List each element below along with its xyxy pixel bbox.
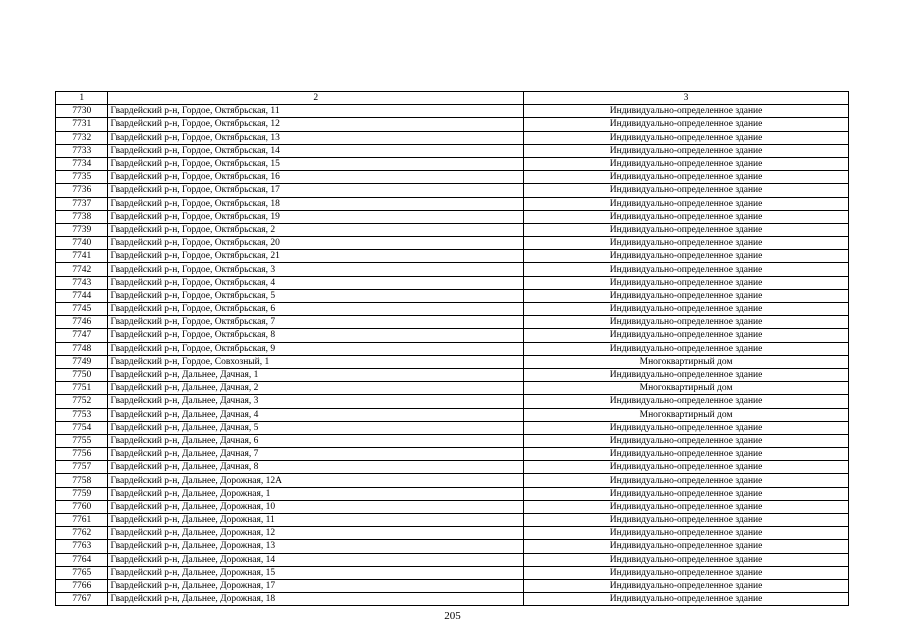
table-row <box>56 342 849 355</box>
object-type-cell: Индивидуально-определенное здание <box>524 342 849 355</box>
table-row <box>56 289 849 302</box>
address-cell: Гвардейский р-н, Гордое, Октябрьская, 15 <box>108 157 524 170</box>
row-number: 7758 <box>56 474 108 487</box>
row-number: 7763 <box>56 540 108 553</box>
object-type-cell: Индивидуально-определенное здание <box>524 171 849 184</box>
table-row <box>56 553 849 566</box>
address-cell: Гвардейский р-н, Гордое, Октябрьская, 19 <box>108 210 524 223</box>
row-number: 7736 <box>56 184 108 197</box>
table-row <box>56 171 849 184</box>
table-row <box>56 382 849 395</box>
header-col-1: 1 <box>56 92 108 105</box>
address-cell: Гвардейский р-н, Дальнее, Дачная, 7 <box>108 448 524 461</box>
object-type-cell: Индивидуально-определенное здание <box>524 197 849 210</box>
row-number: 7737 <box>56 197 108 210</box>
object-type-cell: Индивидуально-определенное здание <box>524 540 849 553</box>
object-type-cell: Индивидуально-определенное здание <box>524 105 849 118</box>
address-cell: Гвардейский р-н, Гордое, Октябрьская, 4 <box>108 276 524 289</box>
table-row <box>56 395 849 408</box>
address-cell: Гвардейский р-н, Гордое, Октябрьская, 12 <box>108 118 524 131</box>
row-number: 7751 <box>56 382 108 395</box>
address-cell: Гвардейский р-н, Дальнее, Дорожная, 11 <box>108 514 524 527</box>
object-type-cell: Многоквартирный дом <box>524 382 849 395</box>
address-cell: Гвардейский р-н, Гордое, Октябрьская, 14 <box>108 144 524 157</box>
object-type-cell: Индивидуально-определенное здание <box>524 210 849 223</box>
object-type-cell: Индивидуально-определенное здание <box>524 144 849 157</box>
table-row <box>56 237 849 250</box>
address-cell: Гвардейский р-н, Гордое, Октябрьская, 2 <box>108 223 524 236</box>
row-number: 7753 <box>56 408 108 421</box>
row-number: 7746 <box>56 316 108 329</box>
table-header-row <box>56 92 849 105</box>
row-number: 7735 <box>56 171 108 184</box>
table-row <box>56 263 849 276</box>
row-number: 7757 <box>56 461 108 474</box>
address-cell: Гвардейский р-н, Гордое, Октябрьская, 21 <box>108 250 524 263</box>
table-row <box>56 316 849 329</box>
object-type-cell: Индивидуально-определенное здание <box>524 395 849 408</box>
row-number: 7738 <box>56 210 108 223</box>
object-type-cell: Индивидуально-определенное здание <box>524 434 849 447</box>
object-type-cell: Индивидуально-определенное здание <box>524 461 849 474</box>
object-type-cell: Индивидуально-определенное здание <box>524 263 849 276</box>
address-cell: Гвардейский р-н, Гордое, Октябрьская, 9 <box>108 342 524 355</box>
address-cell: Гвардейский р-н, Гордое, Октябрьская, 3 <box>108 263 524 276</box>
row-number: 7754 <box>56 421 108 434</box>
address-cell: Гвардейский р-н, Гордое, Октябрьская, 6 <box>108 303 524 316</box>
address-cell: Гвардейский р-н, Гордое, Октябрьская, 18 <box>108 197 524 210</box>
address-cell: Гвардейский р-н, Гордое, Октябрьская, 8 <box>108 329 524 342</box>
row-number: 7734 <box>56 157 108 170</box>
object-type-cell: Многоквартирный дом <box>524 355 849 368</box>
table-row <box>56 105 849 118</box>
address-cell: Гвардейский р-н, Дальнее, Дачная, 2 <box>108 382 524 395</box>
row-number: 7759 <box>56 487 108 500</box>
table-row <box>56 303 849 316</box>
row-number: 7744 <box>56 289 108 302</box>
row-number: 7739 <box>56 223 108 236</box>
table-row <box>56 210 849 223</box>
object-type-cell: Индивидуально-определенное здание <box>524 421 849 434</box>
row-number: 7733 <box>56 144 108 157</box>
table-row <box>56 434 849 447</box>
row-number: 7762 <box>56 527 108 540</box>
table-row <box>56 514 849 527</box>
table-row <box>56 184 849 197</box>
row-number: 7730 <box>56 105 108 118</box>
object-type-cell: Индивидуально-определенное здание <box>524 329 849 342</box>
address-cell: Гвардейский р-н, Дальнее, Дачная, 6 <box>108 434 524 447</box>
table-row <box>56 250 849 263</box>
table-row <box>56 421 849 434</box>
address-cell: Гвардейский р-н, Дальнее, Дорожная, 12А <box>108 474 524 487</box>
row-number: 7748 <box>56 342 108 355</box>
table-row <box>56 197 849 210</box>
address-cell: Гвардейский р-н, Дальнее, Дорожная, 13 <box>108 540 524 553</box>
object-type-cell: Индивидуально-определенное здание <box>524 514 849 527</box>
address-cell: Гвардейский р-н, Дальнее, Дачная, 1 <box>108 368 524 381</box>
object-type-cell: Индивидуально-определенное здание <box>524 303 849 316</box>
table-row <box>56 329 849 342</box>
row-number: 7741 <box>56 250 108 263</box>
object-type-cell: Индивидуально-определенное здание <box>524 250 849 263</box>
row-number: 7752 <box>56 395 108 408</box>
address-cell: Гвардейский р-н, Дальнее, Дачная, 5 <box>108 421 524 434</box>
address-cell: Гвардейский р-н, Дальнее, Дорожная, 18 <box>108 593 524 606</box>
object-type-cell: Индивидуально-определенное здание <box>524 157 849 170</box>
page-number: 205 <box>444 610 461 622</box>
object-type-cell: Индивидуально-определенное здание <box>524 368 849 381</box>
address-cell: Гвардейский р-н, Дальнее, Дорожная, 10 <box>108 500 524 513</box>
table-row <box>56 408 849 421</box>
header-col-2: 2 <box>108 92 524 105</box>
address-cell: Гвардейский р-н, Гордое, Октябрьская, 7 <box>108 316 524 329</box>
table-row <box>56 566 849 579</box>
row-number: 7766 <box>56 579 108 592</box>
row-number: 7765 <box>56 566 108 579</box>
row-number: 7745 <box>56 303 108 316</box>
object-type-cell: Индивидуально-определенное здание <box>524 593 849 606</box>
address-cell: Гвардейский р-н, Гордое, Октябрьская, 5 <box>108 289 524 302</box>
object-type-cell: Индивидуально-определенное здание <box>524 448 849 461</box>
row-number: 7761 <box>56 514 108 527</box>
row-number: 7756 <box>56 448 108 461</box>
object-type-cell: Индивидуально-определенное здание <box>524 500 849 513</box>
row-number: 7767 <box>56 593 108 606</box>
object-type-cell: Индивидуально-определенное здание <box>524 223 849 236</box>
table-row <box>56 487 849 500</box>
address-cell: Гвардейский р-н, Дальнее, Дачная, 4 <box>108 408 524 421</box>
row-number: 7743 <box>56 276 108 289</box>
row-number: 7740 <box>56 237 108 250</box>
object-type-cell: Индивидуально-определенное здание <box>524 566 849 579</box>
row-number: 7755 <box>56 434 108 447</box>
table-row <box>56 355 849 368</box>
header-col-3: 3 <box>524 92 849 105</box>
address-cell: Гвардейский р-н, Гордое, Октябрьская, 13 <box>108 131 524 144</box>
table-row <box>56 144 849 157</box>
table-row <box>56 368 849 381</box>
table-row <box>56 276 849 289</box>
row-number: 7742 <box>56 263 108 276</box>
table-row <box>56 579 849 592</box>
registry-table <box>55 91 849 606</box>
registry-table-body <box>56 92 849 606</box>
object-type-cell: Многоквартирный дом <box>524 408 849 421</box>
address-cell: Гвардейский р-н, Гордое, Совхозный, 1 <box>108 355 524 368</box>
object-type-cell: Индивидуально-определенное здание <box>524 487 849 500</box>
table-row <box>56 527 849 540</box>
address-cell: Гвардейский р-н, Гордое, Октябрьская, 16 <box>108 171 524 184</box>
object-type-cell: Индивидуально-определенное здание <box>524 237 849 250</box>
object-type-cell: Индивидуально-определенное здание <box>524 184 849 197</box>
address-cell: Гвардейский р-н, Гордое, Октябрьская, 17 <box>108 184 524 197</box>
object-type-cell: Индивидуально-определенное здание <box>524 276 849 289</box>
object-type-cell: Индивидуально-определенное здание <box>524 579 849 592</box>
table-row <box>56 500 849 513</box>
object-type-cell: Индивидуально-определенное здание <box>524 289 849 302</box>
row-number: 7747 <box>56 329 108 342</box>
row-number: 7750 <box>56 368 108 381</box>
address-cell: Гвардейский р-н, Дальнее, Дорожная, 1 <box>108 487 524 500</box>
row-number: 7749 <box>56 355 108 368</box>
object-type-cell: Индивидуально-определенное здание <box>524 316 849 329</box>
table-row <box>56 540 849 553</box>
table-row <box>56 118 849 131</box>
address-cell: Гвардейский р-н, Дальнее, Дачная, 3 <box>108 395 524 408</box>
table-row <box>56 131 849 144</box>
table-row <box>56 448 849 461</box>
address-cell: Гвардейский р-н, Дальнее, Дорожная, 15 <box>108 566 524 579</box>
address-cell: Гвардейский р-н, Дальнее, Дорожная, 14 <box>108 553 524 566</box>
table-row <box>56 461 849 474</box>
object-type-cell: Индивидуально-определенное здание <box>524 474 849 487</box>
address-cell: Гвардейский р-н, Дальнее, Дачная, 8 <box>108 461 524 474</box>
row-number: 7764 <box>56 553 108 566</box>
table-row <box>56 157 849 170</box>
object-type-cell: Индивидуально-определенное здание <box>524 527 849 540</box>
address-cell: Гвардейский р-н, Гордое, Октябрьская, 11 <box>108 105 524 118</box>
table-row <box>56 593 849 606</box>
object-type-cell: Индивидуально-определенное здание <box>524 131 849 144</box>
table-row <box>56 223 849 236</box>
row-number: 7732 <box>56 131 108 144</box>
address-cell: Гвардейский р-н, Гордое, Октябрьская, 20 <box>108 237 524 250</box>
object-type-cell: Индивидуально-определенное здание <box>524 118 849 131</box>
row-number: 7731 <box>56 118 108 131</box>
object-type-cell: Индивидуально-определенное здание <box>524 553 849 566</box>
table-row <box>56 474 849 487</box>
address-cell: Гвардейский р-н, Дальнее, Дорожная, 12 <box>108 527 524 540</box>
address-cell: Гвардейский р-н, Дальнее, Дорожная, 17 <box>108 579 524 592</box>
row-number: 7760 <box>56 500 108 513</box>
